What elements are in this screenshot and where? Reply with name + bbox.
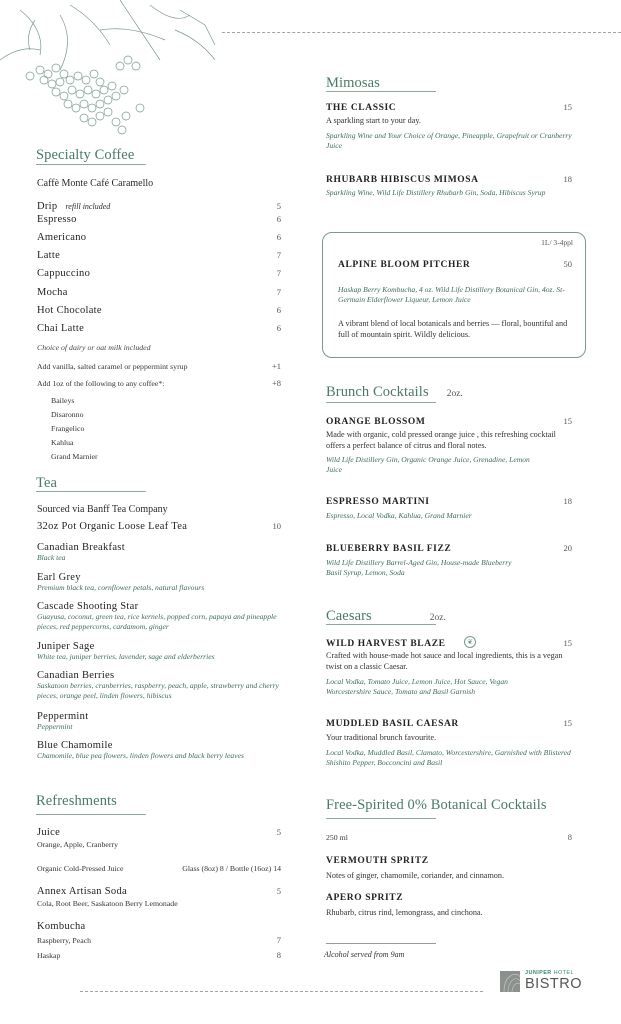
- liqueur-frangelico: Frangelico: [51, 424, 85, 433]
- drink-wild-harvest-blaze: WILD HARVEST BLAZE 15: [326, 638, 572, 649]
- drink-description: Made with organic, cold pressed orange juice , this refreshing cocktail offers a perfect balance of citrus and floral notes.: [326, 430, 556, 450]
- bistro-logo: [500, 970, 610, 994]
- drink-description: Notes of ginger, chamomile, coriander, and cinnamon.: [326, 871, 505, 880]
- liqueur-disaronno: Disaronno: [51, 410, 84, 419]
- section-title-refreshments: Refreshments: [36, 793, 117, 809]
- section-header-caesars: Caesars 2oz.: [326, 608, 446, 624]
- menu-item-americano: Americano 6: [37, 232, 281, 243]
- refreshment-cold-pressed: Organic Cold-Pressed Juice Glass (8oz) 8 / Bottle (16oz) 14: [37, 864, 281, 873]
- drink-ingredients: Espresso, Local Vodka, Kahlua, Grand Marnier: [326, 511, 472, 520]
- menu-item-latte: Latte 7: [37, 250, 281, 261]
- tea-item: Earl Grey Premium black tea, cornflower petals, natural flavours: [37, 572, 205, 592]
- milk-note: Choice of dairy or oat milk included: [37, 343, 151, 352]
- liqueur-kahlua: Kahlua: [51, 438, 74, 447]
- liqueur-baileys: Baileys: [51, 396, 75, 405]
- drink-ingredients: Sparkling Wine, Wild Life Distillery Rhubarb Gin, Soda, Hibiscus Syrup: [326, 188, 546, 197]
- section-title-mimosas: Mimosas: [326, 75, 380, 91]
- liqueur-grand-marnier: Grand Marnier: [51, 452, 98, 461]
- refreshment-kombucha: Kombucha: [37, 921, 86, 932]
- menu-item-hot-chocolate: Hot Chocolate 6: [37, 305, 281, 316]
- refreshment-soda: Annex Artisan Soda 5: [37, 886, 281, 897]
- section-title-free-spirited: Free-Spirited 0% Botanical Cocktails: [326, 797, 547, 813]
- juice-options: Orange, Apple, Cranberry: [37, 840, 118, 849]
- pitcher-ingredients: Haskap Berry Kombucha, 4 oz. Wild Life Distillery Botanical Gin, 4oz. St-Germain Elderflower Liqueur, Lemon Juice: [338, 285, 565, 304]
- tea-item: Canadian Berries Saskatoon berries, cranberries, raspberry, peach, apple, strawberry and cherry pieces, orange peel, linden flowers, hibiscus: [37, 670, 279, 700]
- logo-mark-icon: [500, 971, 520, 992]
- tea-item: Juniper Sage White tea, juniper berries, lavender, sage and elderberries: [37, 641, 215, 661]
- drink-muddled-basil-caesar: MUDDLED BASIL CAESAR 15: [326, 718, 572, 729]
- top-divider: [222, 32, 621, 33]
- section-title-specialty-coffee: Specialty Coffee: [36, 147, 135, 163]
- drink-rhubarb-hibiscus-mimosa: RHUBARB HIBISCUS MIMOSA 18: [326, 174, 572, 185]
- free-spirited-size-price: 250 ml 8: [326, 832, 572, 842]
- juniper-branch-illustration: [0, 0, 225, 140]
- section-header-brunch: Brunch Cocktails 2oz.: [326, 384, 463, 400]
- drink-description: Crafted with house-made hot sauce and local ingredients, this is a vegan twist on a classic Caesar.: [326, 651, 563, 671]
- section-rule: [326, 91, 436, 92]
- vegan-leaf-icon: ❦: [464, 636, 476, 648]
- section-rule: [326, 818, 436, 819]
- section-rule: [326, 624, 436, 625]
- drink-ingredients: Local Vodka, Muddled Basil, Clamato, Worcestershire, Garnished with Blistered Shishito Pepper, Bocconcini and Basil: [326, 748, 571, 767]
- menu-item-drip: Drip refill included 5: [37, 201, 281, 212]
- tea-item: Blue Chamomile Chamomile, blue pea flowers, linden flowers and black berry leaves: [37, 740, 244, 760]
- tea-item: Cascade Shooting Star Guayusa, coconut, green tea, rice kernels, popped corn, papaya and pineapple pieces, red peppercorns, cardamom, ginger: [37, 601, 277, 631]
- drink-blueberry-basil-fizz: BLUEBERRY BASIL FIZZ 20: [326, 543, 572, 554]
- drink-ingredients: Sparkling Wine and Your Choice of Orange, Pineapple, Grapefruit or Cranberry Juice: [326, 131, 572, 150]
- section-rule: [36, 491, 146, 492]
- coffee-brand: Caffè Monte Café Caramello: [37, 178, 154, 189]
- drink-ingredients: Wild Life Distillery Gin, Organic Orange Juice, Grenadine, Lemon Juice: [326, 455, 530, 474]
- drink-ingredients: Local Vodka, Tomato Juice, Lemon Juice, Hot Sauce, Vegan Worcestershire Sauce, Tomato and Basil Garnish: [326, 677, 508, 696]
- section-title-tea: Tea: [36, 475, 58, 491]
- refreshment-juice: Juice 5: [37, 827, 281, 838]
- pitcher-size: 1L/ 3-4ppl: [541, 238, 573, 247]
- addon-liqueur: Add 1oz of the following to any coffee*: +8: [37, 378, 281, 388]
- pitcher-description: A vibrant blend of local botanicals and berries — floral, bountiful and full of mountain spirit. Wildly delicious.: [338, 319, 568, 339]
- alcohol-footnote: Alcohol served from 9am: [324, 950, 405, 959]
- drink-orange-blossom: ORANGE BLOSSOM 15: [326, 416, 572, 427]
- bottom-divider: [80, 991, 483, 992]
- menu-item-cappuccino: Cappuccino 7: [37, 268, 281, 279]
- addon-syrup: Add vanilla, salted caramel or peppermint syrup +1: [37, 361, 281, 371]
- pitcher-header: ALPINE BLOOM PITCHER 50: [338, 259, 572, 270]
- menu-item-espresso: Espresso 6: [37, 214, 281, 225]
- drink-apero-spritz: APERO SPRITZ: [326, 893, 404, 903]
- drink-ingredients: Wild Life Distillery Barrel-Aged Gin, House-made Blueberry Basil Syrup, Lemon, Soda: [326, 558, 512, 577]
- tea-item: Canadian Breakfast Black tea: [37, 542, 125, 562]
- drink-description: Your traditional brunch favourite.: [326, 733, 437, 742]
- soda-options: Cola, Root Beer, Saskatoon Berry Lemonade: [37, 899, 178, 908]
- drink-description: Rhubarb, citrus rind, lemongrass, and cinchona.: [326, 908, 483, 917]
- section-rule: [36, 164, 146, 165]
- drink-vermouth-spritz: VERMOUTH SPRITZ: [326, 856, 429, 866]
- kombucha-option: Raspberry, Peach 7: [37, 935, 281, 945]
- menu-item-mocha: Mocha 7: [37, 287, 281, 298]
- kombucha-option: Haskap 8: [37, 950, 281, 960]
- menu-item-chai-latte: Chai Latte 6: [37, 323, 281, 334]
- section-rule: [36, 814, 146, 815]
- drink-the-classic: THE CLASSIC 15: [326, 102, 572, 113]
- tea-pot: 32oz Pot Organic Loose Leaf Tea 10: [37, 521, 281, 532]
- footnote-rule: [326, 943, 436, 944]
- drink-espresso-martini: ESPRESSO MARTINI 18: [326, 496, 572, 507]
- tea-source: Sourced via Banff Tea Company: [37, 504, 168, 515]
- pitcher-card: [322, 232, 586, 358]
- logo-line2: BISTRO: [525, 976, 582, 992]
- section-rule: [326, 402, 436, 403]
- tea-item: Peppermint Peppermint: [37, 711, 89, 731]
- logo-line1: JUNIPER HOTEL: [525, 970, 574, 976]
- drink-tagline: A sparkling start to your day.: [326, 116, 421, 125]
